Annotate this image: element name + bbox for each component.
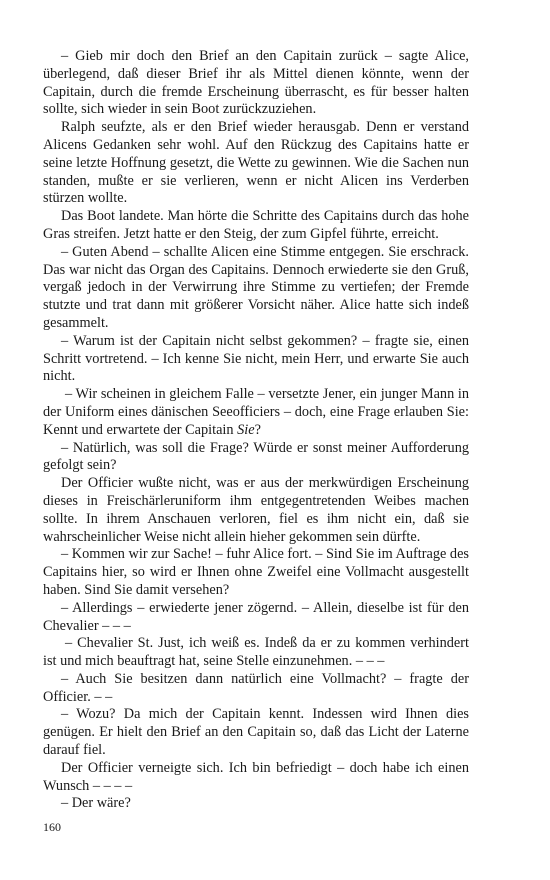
emphasis: Sie — [237, 421, 255, 438]
paragraph — [43, 386, 469, 439]
paragraph: – Kommen wir zur Sache! – fuhr Alice fort. – Sind Sie im Auftrage des Capitains hier, so wird er Ihnen ohne Zweifel eine Vollmacht ausgestellt haben. Sind Sie damit versehen? — [43, 546, 469, 598]
paragraph: – Warum ist der Capitain nicht selbst gekommen? – fragte sie, einen Schritt vortretend. – Ich kenne Sie nicht, mein Herr, und erwarte Sie auch nicht. — [43, 332, 469, 385]
paragraph: – Allerdings – erwiederte jener zögernd. – Allein, dieselbe ist für den Chevalier – – – — [43, 599, 469, 634]
paragraph: Das Boot landete. Man hörte die Schritte des Capitains durch das hohe Gras streifen. Jetzt hatte er den Steig, der zum Gipfel führte, erreicht. — [43, 208, 469, 242]
paragraph: – Natürlich, was soll die Frage? Würde er sonst meiner Aufforderung gefolgt sein? — [43, 439, 469, 474]
paragraph-end: ? — [254, 421, 261, 438]
page-number: 160 — [43, 820, 61, 834]
paragraph: – Gieb mir doch den Brief an den Capitain zurück – sagte Alice, überlegend, daß dieser Brief ihr als Mittel dienen könnte, wenn der Capitain, durch die fremde Erscheinung überrascht, es für besser halten sollte, sich wieder in sein Boot zurückzuziehen. — [43, 48, 469, 118]
paragraph: Ralph seufzte, als er den Brief wieder herausgab. Denn er verstand Alicens Gedanken sehr wohl. Auf den Rückzug des Capitains hatte er seine letzte Hoffnung gesetzt, die Wette zu gewinnen. Wie die Sachen nun standen, mußte er sie verlieren, wenn er nicht Alicen ins Verderben stürzen wollte. — [43, 119, 469, 207]
paragraph: – Auch Sie besitzen dann natürlich eine Vollmacht? – fragte der Officier. – – — [43, 670, 469, 705]
paragraph: – Der wäre? — [61, 795, 131, 812]
paragraph: Der Officier wußte nicht, was er aus der merkwürdigen Erscheinung dieses in Freischärleruniform ihm entgegentretenden Weibes machen sollte. In ihrem Anschauen verloren, fiel es ihm nicht ein, daß sie wahrscheinlicher Weise nicht allein hieher gekommen sein dürfte. — [43, 475, 469, 545]
paragraph: Der Officier verneigte sich. Ich bin befriedigt – doch habe ich einen Wunsch – – – – — [43, 759, 469, 794]
paragraph: – Chevalier St. Just, ich weiß es. Indeß da er zu kommen verhindert ist und mich beauftragt hat, seine Stelle einzunehmen. – – – — [43, 635, 469, 670]
paragraph: – Guten Abend – schallte Alicen eine Stimme entgegen. Sie erschrack. Das war nicht das Organ des Capitains. Dennoch erwiederte sie den Gruß, vergaß jedoch in der Verwirrung ihre Stimme zu vertiefen; der Fremde stutzte und trat dann mit größerer Vorsicht näher. Alice hatte sich indeß gesammelt. — [43, 243, 469, 331]
body-text — [43, 48, 469, 813]
paragraph-text: – Wir scheinen in gleichem Falle – versetzte Jener, ein junger Mann in der Uniform eines dänischen Seeofficiers – doch, eine Frage erlauben Sie: Kennt und erwartete der Capitain — [43, 386, 469, 438]
paragraph: – Wozu? Da mich der Capitain kennt. Indessen wird Ihnen dies genügen. Er hielt den Brief an den Capitain so, daß das Licht der Laterne darauf fiel. — [43, 706, 469, 759]
